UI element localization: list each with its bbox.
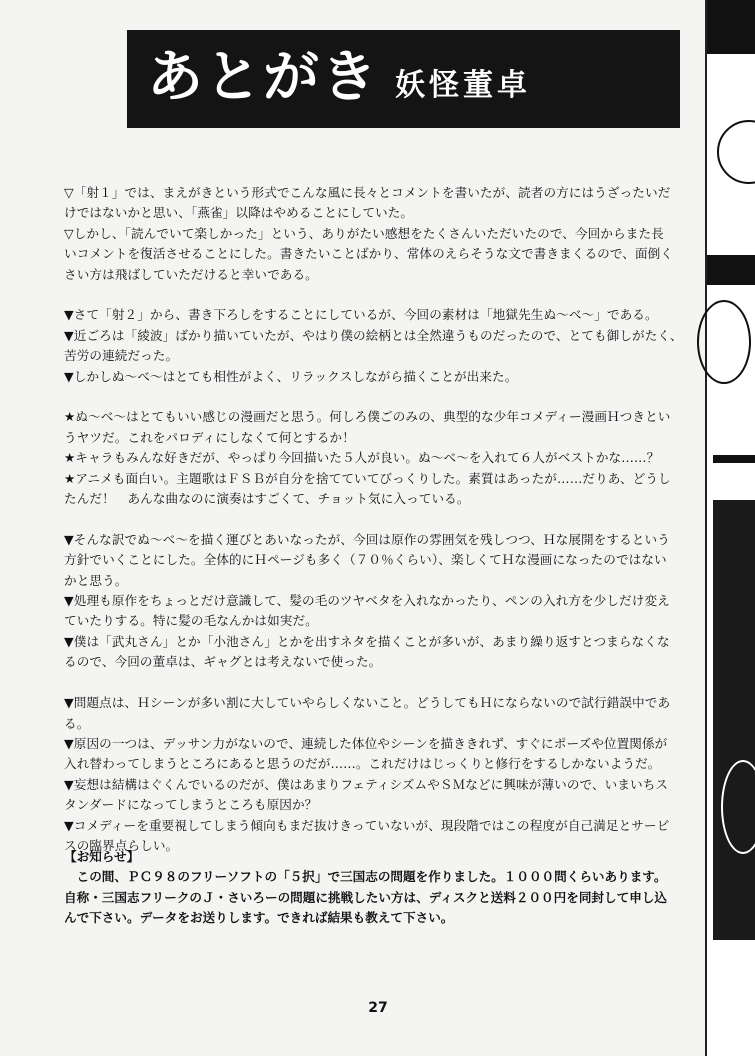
text-line: ★キャラもみんな好きだが、やっぱり今回描いた５人が良い。ぬ～べ～を入れて６人がベストかな……？ — [64, 450, 660, 466]
paragraph — [64, 305, 683, 387]
edge-art — [697, 300, 751, 384]
notice-line: 自称・三国志フリークのＪ・さいろーの問題に挑戦したい方は、ディスクと送料２００円を同封して申し込 — [64, 889, 667, 905]
text-line: ▽しかし、「読んでいて楽しかった」という、ありがたい感想をたくさんいただいたので、今回からまた長 — [64, 225, 664, 241]
notice-line: んで下さい。データをお送りします。できれば結果も教えて下さい。 — [64, 910, 454, 926]
text-line: うヤツだ。これをパロディにしなくて何とするか！ — [64, 429, 355, 445]
edge-art — [717, 120, 755, 184]
paragraph — [64, 183, 680, 285]
text-line: ていたりする。特に髪の毛なんかは如実だ。 — [64, 613, 318, 629]
text-line: ▼問題点は、Ｈシーンが多い割に大していやらしくないこと。どうしてもＨにならないので試行錯誤中であ — [64, 695, 671, 711]
text-line: かと思う。 — [64, 572, 128, 588]
text-line: たんだ！ あんな曲なのに演奏はすごくて、チョット気に入っている。 — [64, 491, 470, 507]
edge-art — [713, 455, 755, 463]
text-line: ▼しかしぬ～べ～はとても相性がよく、リラックスしながら描くことが出来た。 — [64, 368, 518, 384]
text-line: 方針でいくことにした。全体的にＨページも多く（７０％くらい）、楽しくてＨな漫画になったのではない — [64, 552, 667, 568]
page-number: 27 — [368, 1000, 388, 1016]
afterword-body — [64, 183, 683, 877]
text-line: 入れ替わってしまうところにあると思うのだが……。これだけはじっくりと修行をするしかないようだ。 — [64, 756, 661, 772]
text-line: ▼処理も原作をちょっとだけ意識して、髪の毛のツヤベタを入れなかったり、ペンの入れ方を少しだけ変え — [64, 593, 670, 609]
text-line: けではないかと思い、「燕雀」以降はやめることにしていた。 — [64, 205, 414, 221]
text-line: ★アニメも面白い。主題歌はＦＳＢが自分を捨てていてびっくりした。素質はあったが……だりあ、どうし — [64, 470, 671, 486]
adjacent-page-edge — [705, 0, 755, 1056]
notice-line: この間、ＰＣ９８のフリーソフトの「５択」で三国志の問題を作りました。１０００問くらいあります。 — [64, 869, 667, 885]
edge-art — [707, 0, 755, 54]
text-line: ▼原因の一つは、デッサン力がないので、連続した体位やシーンを描ききれず、すぐにポーズや位置関係が — [64, 735, 668, 751]
edge-art — [713, 500, 755, 940]
paragraph — [64, 407, 680, 509]
text-line: いコメントを復活させることにした。書きたいことばかり、常体のえらそうな文で書きまくるので、面倒く — [64, 246, 674, 262]
text-line: ▼コメディーを重要視してしまう傾向もまだ抜けきっていないが、現段階ではこの程度が自己満足とサービ — [64, 817, 670, 833]
notice-heading: 【お知らせ】 — [64, 849, 140, 864]
text-line: スの臨界点らしい。 — [64, 837, 179, 853]
text-line: ▼近ごろは「綾波」ばかり描いていたが、やはり僕の絵柄とは全然違うものだったので、とても御しがたく、 — [64, 327, 683, 343]
text-line: ★ぬ～べ～はとてもいい感じの漫画だと思う。何しろ僕ごのみの、典型的な少年コメディー漫画Ｈつきとい — [64, 409, 671, 425]
paragraph — [64, 693, 680, 856]
text-line: ▼そんな訳でぬ～べ～を描く運びとあいなったが、今回は原作の雰囲気を残しつつ、Ｈな展開をするという — [64, 531, 670, 547]
edge-art — [707, 255, 755, 285]
text-line: るので、今回の董卓は、ギャグとは考えないで使った。 — [64, 654, 382, 670]
notice-section — [64, 847, 680, 929]
text-line: 苦労の連続だった。 — [64, 348, 179, 364]
text-line: ▼妄想は結構はぐくんでいるのだが、僕はあまりフェティシズムやＳＭなどに興味が薄いので、いまいちス — [64, 776, 669, 792]
author-name: 妖怪董卓 — [395, 68, 531, 103]
text-line: る。 — [64, 715, 90, 731]
title-banner — [127, 30, 680, 128]
text-line: ▼さて「射２」から、書き下ろしをすることにしているが、今回の素材は「地獄先生ぬ～べ～」である。 — [64, 307, 658, 323]
text-line: タンダードになってしまうところも原因か？ — [64, 797, 318, 813]
page-title: あとがき — [147, 45, 379, 110]
paragraph — [64, 530, 680, 673]
text-line: さい方は飛ばしていただけると幸いである。 — [64, 266, 318, 282]
text-line: ▼僕は「武丸さん」とか「小池さん」とかを出すネタを描くことが多いが、あまり繰り返すとつまらなくな — [64, 633, 670, 649]
text-line: ▽「射１」では、まえがきという形式でこんな風に長々とコメントを書いたが、読者の方にはうざったいだ — [64, 185, 671, 200]
